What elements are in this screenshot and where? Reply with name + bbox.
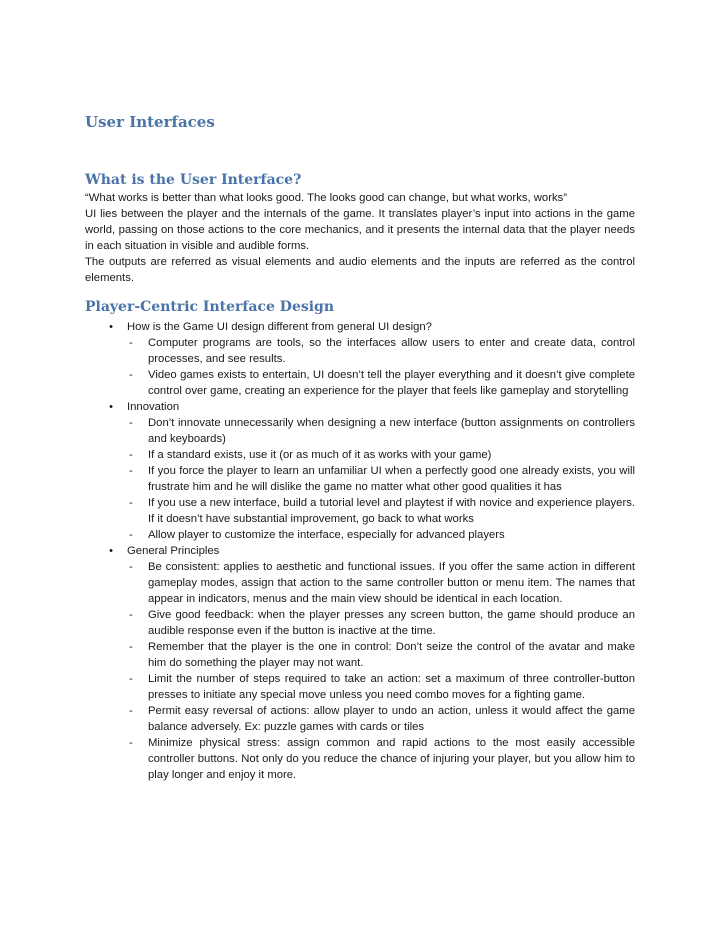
dash-icon: - bbox=[129, 465, 133, 477]
bullet-list bbox=[85, 319, 635, 783]
section-what-is-ui bbox=[85, 170, 635, 286]
bullet-text: Innovation bbox=[127, 401, 180, 413]
sub-item bbox=[127, 559, 635, 607]
sub-list bbox=[127, 415, 635, 543]
sub-item bbox=[127, 527, 635, 543]
sub-item bbox=[127, 671, 635, 703]
dash-icon: - bbox=[129, 369, 133, 381]
bullet-item bbox=[85, 543, 635, 783]
sub-text: Video games exists to entertain, UI doesn’t tell the player everything and it doesn’t give complete control over game, creating an experience for the player that feels like gameplay and storytelling bbox=[148, 369, 635, 397]
sub-item bbox=[127, 447, 635, 463]
dash-icon: - bbox=[129, 609, 133, 621]
dash-icon: - bbox=[129, 561, 133, 573]
sub-item bbox=[127, 703, 635, 735]
body-paragraph: UI lies between the player and the internals of the game. It translates player’s input into actions in the game world, passing on those actions to the core mechanics, and it presents the internal data that the player needs in each situation in visible and audible forms. bbox=[85, 208, 635, 252]
sub-item bbox=[127, 735, 635, 783]
sub-text: Don’t innovate unnecessarily when designing a new interface (button assignments on controllers and keyboards) bbox=[148, 417, 635, 445]
dash-icon: - bbox=[129, 529, 133, 541]
sub-item bbox=[127, 495, 635, 527]
sub-text: If a standard exists, use it (or as much of it as works with your game) bbox=[148, 449, 492, 461]
body-paragraph: The outputs are referred as visual elements and audio elements and the inputs are referred as the control elements. bbox=[85, 256, 635, 284]
sub-text: Give good feedback: when the player presses any screen button, the game should produce an audible response even if the button is inactive at the time. bbox=[148, 609, 635, 637]
dash-icon: - bbox=[129, 449, 133, 461]
sub-item bbox=[127, 463, 635, 495]
dash-icon: - bbox=[129, 337, 133, 349]
sub-item bbox=[127, 639, 635, 671]
sub-item bbox=[127, 607, 635, 639]
sub-list bbox=[127, 559, 635, 783]
section-heading: Player-Centric Interface Design bbox=[85, 299, 335, 315]
section-player-centric-design bbox=[85, 297, 635, 783]
bullet-item bbox=[85, 319, 635, 399]
dash-icon: - bbox=[129, 673, 133, 685]
quote-paragraph: “What works is better than what looks good. The looks good can change, but what works, works” bbox=[85, 192, 568, 204]
sub-item bbox=[127, 367, 635, 399]
bullet-text: How is the Game UI design different from general UI design? bbox=[127, 321, 432, 333]
bullet-icon: • bbox=[109, 545, 113, 557]
dash-icon: - bbox=[129, 641, 133, 653]
sub-text: Allow player to customize the interface, especially for advanced players bbox=[148, 529, 505, 541]
sub-text: Permit easy reversal of actions: allow player to undo an action, unless it would affect the game balance adversely. Ex: puzzle games with cards or tiles bbox=[148, 705, 635, 733]
dash-icon: - bbox=[129, 417, 133, 429]
sub-text: Computer programs are tools, so the interfaces allow users to enter and create data, control processes, and see results. bbox=[148, 337, 635, 365]
document-title: User Interfaces bbox=[85, 113, 215, 131]
sub-text: If you force the player to learn an unfamiliar UI when a perfectly good one already exists, you will frustrate him and he will dislike the game no matter what other good qualities it has bbox=[148, 465, 635, 493]
dash-icon: - bbox=[129, 705, 133, 717]
sub-text: Remember that the player is the one in control: Don’t seize the control of the avatar and make him do something the player may not want. bbox=[148, 641, 635, 669]
dash-icon: - bbox=[129, 497, 133, 509]
sub-item bbox=[127, 335, 635, 367]
sub-text: Minimize physical stress: assign common and rapid actions to the most easily accessible controller buttons. Not only do you reduce the chance of injuring your player, but you allow him to play longer and enjoy it more. bbox=[148, 737, 635, 781]
bullet-item bbox=[85, 399, 635, 543]
section-heading: What is the User Interface? bbox=[85, 172, 302, 188]
sub-text: Limit the number of steps required to take an action: set a maximum of three controller-button presses to initiate any special move unless you need combo moves for a fighting game. bbox=[148, 673, 635, 701]
sub-text: If you use a new interface, build a tutorial level and playtest if with novice and experience players. If it doesn’t have substantial improvement, go back to what works bbox=[148, 497, 635, 525]
bullet-text: General Principles bbox=[127, 545, 220, 557]
sub-list bbox=[127, 335, 635, 399]
dash-icon: - bbox=[129, 737, 133, 749]
bullet-icon: • bbox=[109, 321, 113, 333]
bullet-icon: • bbox=[109, 401, 113, 413]
sub-text: Be consistent: applies to aesthetic and functional issues. If you offer the same action in different gameplay modes, assign that action to the same controller button or menu item. The names that appear in indicators, menus and the main view should be identical in each location. bbox=[148, 561, 635, 605]
sub-item bbox=[127, 415, 635, 447]
